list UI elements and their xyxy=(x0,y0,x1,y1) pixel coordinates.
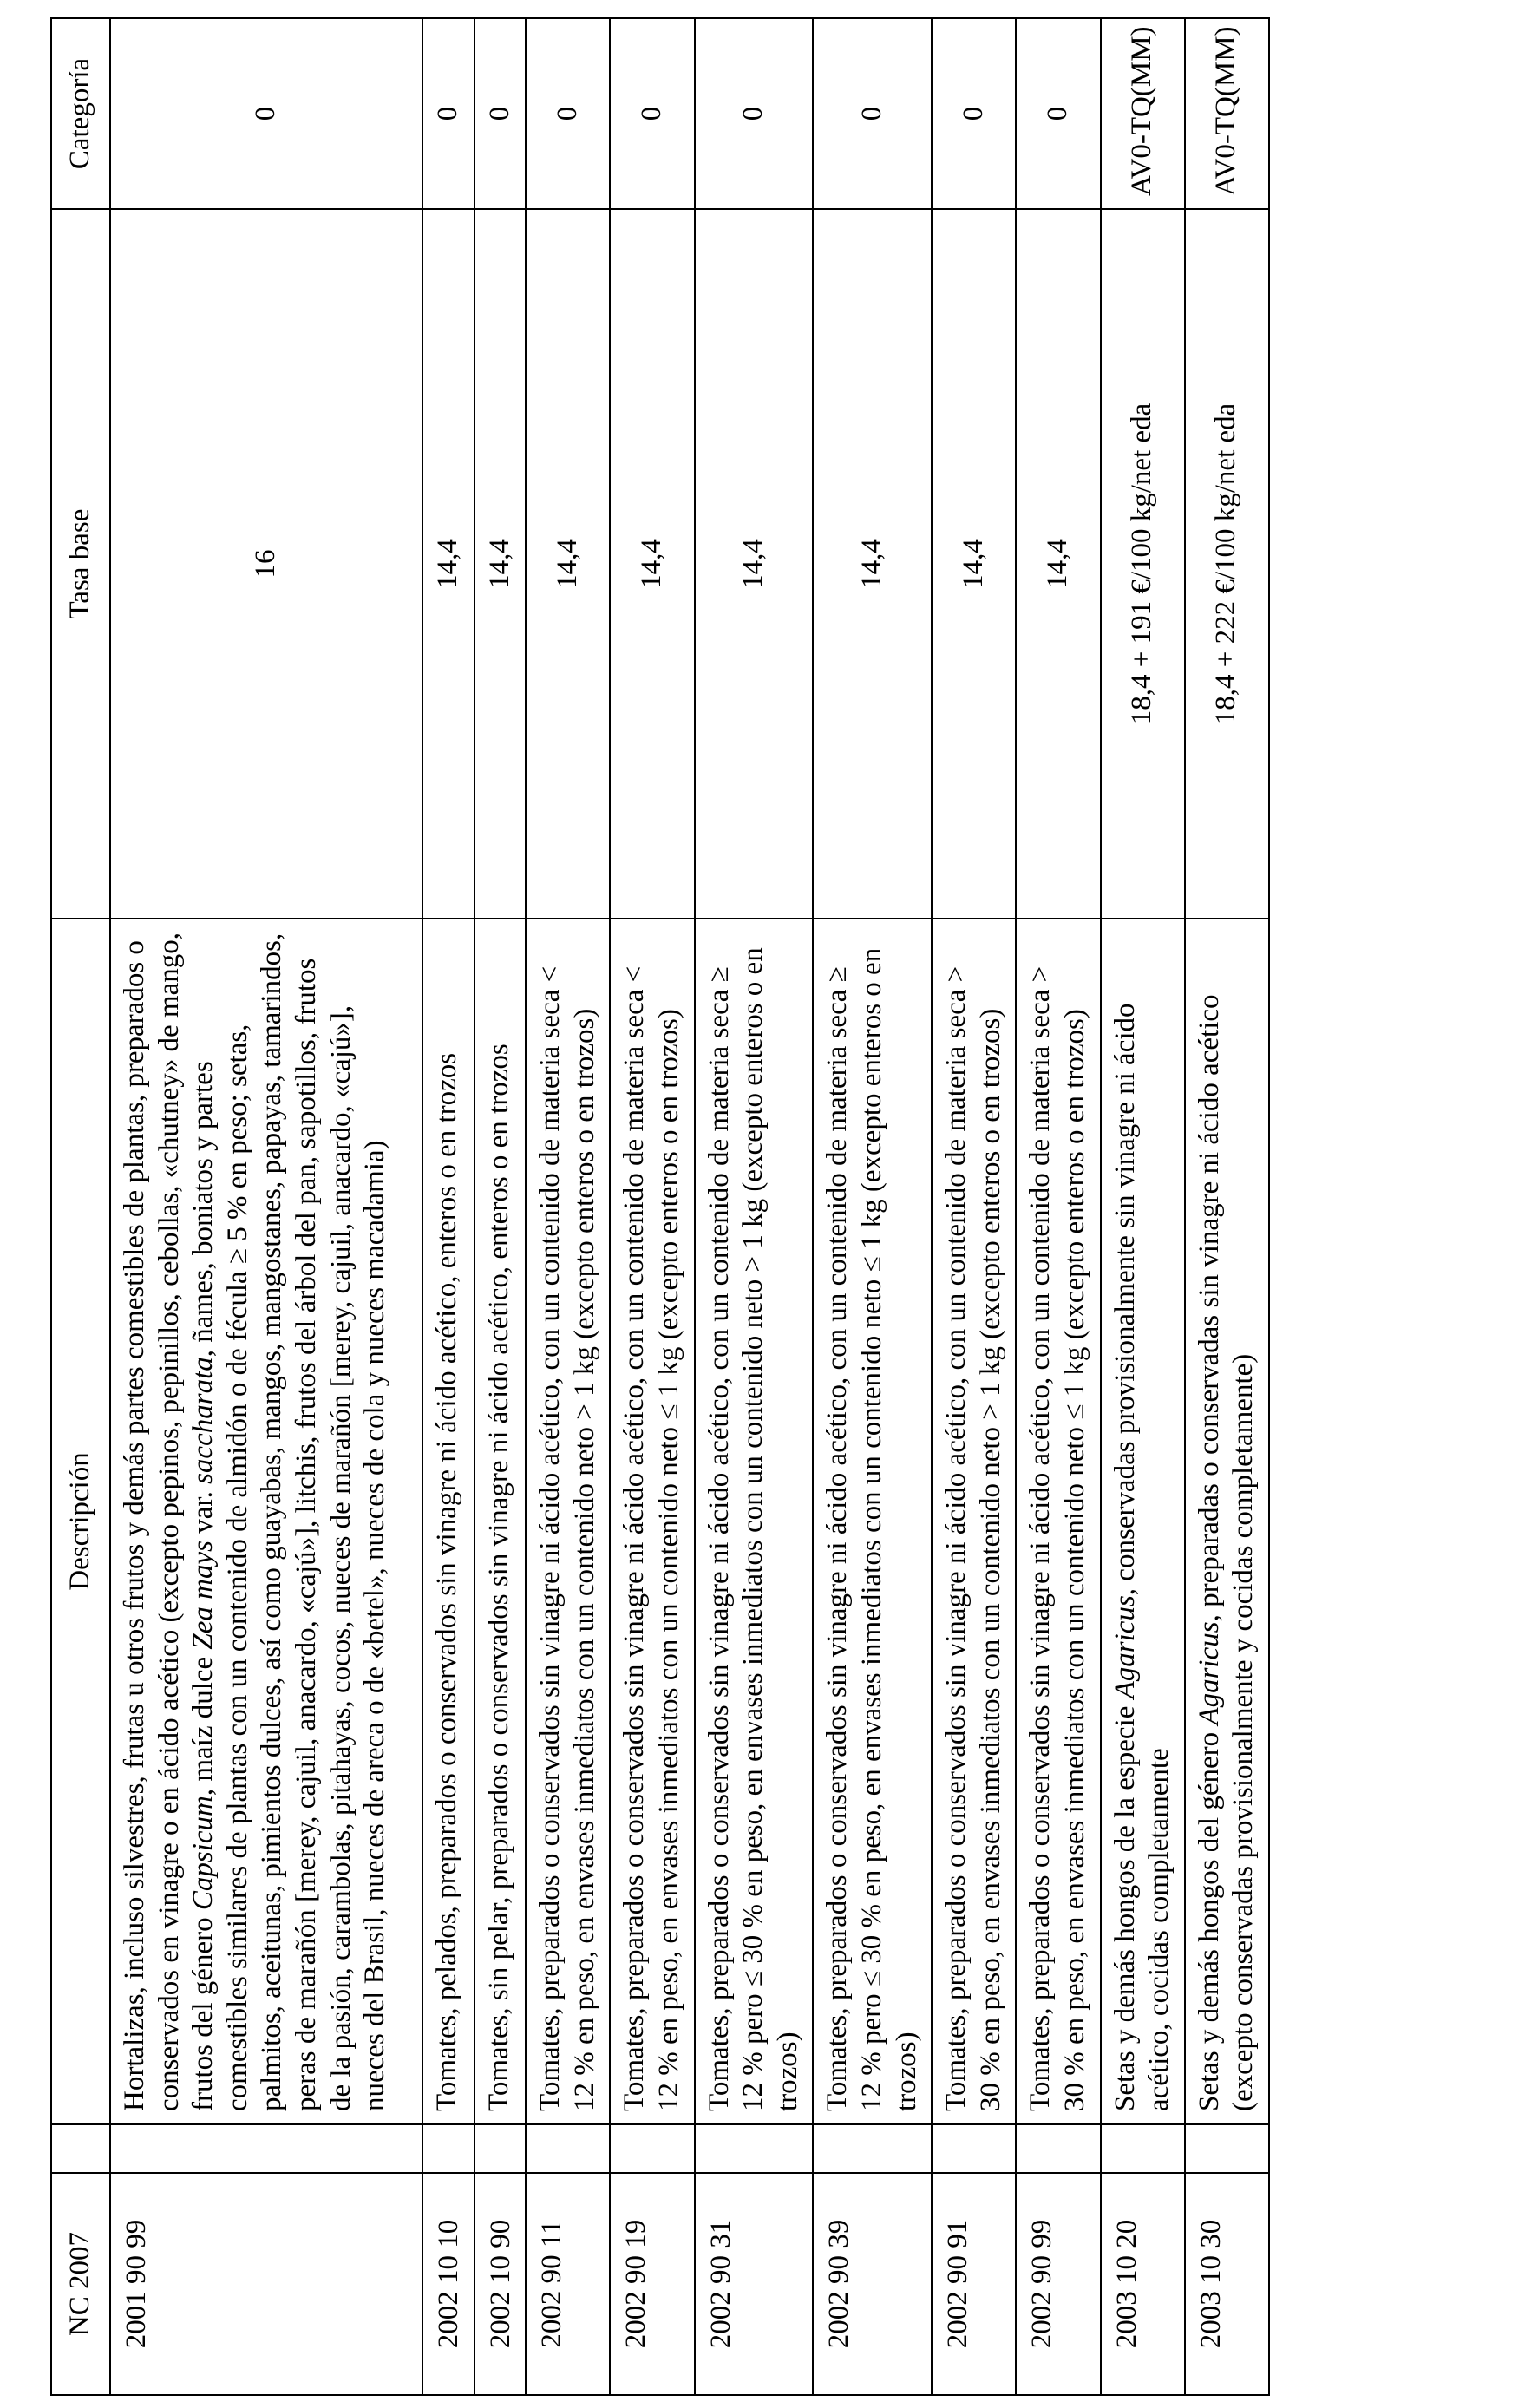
table-row xyxy=(932,18,1016,2395)
base-rate-cell: 18,4 + 191 €/100 kg/net eda xyxy=(1101,209,1185,919)
description-cell xyxy=(1101,919,1185,2124)
description-cell xyxy=(110,919,422,2124)
category-cell: 0 xyxy=(813,18,932,209)
empty-cell xyxy=(526,2124,610,2173)
description-italic-text: Agaricus xyxy=(1193,1621,1225,1725)
nc-code-cell: 2002 90 31 xyxy=(695,2173,814,2395)
description-text: Hortalizas, incluso silvestres, frutas u otros frutos y demás partes comestibles de plantas, preparados o conservados en vinagre o en ácido acético (excepto pepinos, pepinillos, cebollas, «chutney» de mango, frutos del género xyxy=(119,932,219,2111)
description-text: Tomates, preparados o conservados sin vinagre ni ácido acético, con un contenido de materia seca < 12 % en peso, en envases inmediatos con un contenido neto ≤ 1 kg (excepto enteros o en trozos) xyxy=(618,965,684,2111)
rotated-page xyxy=(50,19,1260,2396)
description-text: , ñames, boniatos y partes comestibles similares de plantas con un contenido de almidón o de fécula ≥ 5 % en peso; setas, palmitos, aceitunas, pimientos dulces, así como guayabas, mangos, mangostanes, papayas, tamarindos, peras de marañón [merey, cajuil, anacardo, «cajú»], litchis, frutos del árbol del pan, sapotillos, frutos de la pasión, carambolas, pitahayas, cocos, nueces de marañón [merey, cajuil, anacardo, «cajú»], nueces del Brasil, nueces de areca o de «betel», nueces de cola y nueces macadamia) xyxy=(187,932,391,2111)
base-rate-cell: 14,4 xyxy=(422,209,474,919)
description-text: Tomates, preparados o conservados sin vinagre ni ácido acético, con un contenido de materia seca ≥ 12 % pero ≤ 30 % en peso, en envases inmediatos con un contenido neto ≤ 1 kg (excepto enteros o en trozos) xyxy=(821,947,922,2111)
empty-cell xyxy=(1101,2124,1185,2173)
header-nc: NC 2007 xyxy=(51,2173,110,2395)
description-italic-text: Capsicum xyxy=(187,1796,219,1911)
base-rate-cell: 14,4 xyxy=(610,209,694,919)
description-cell xyxy=(610,919,694,2124)
description-text: Tomates, sin pelar, preparados o conservados sin vinagre ni ácido acético, enteros o en trozos xyxy=(482,1044,514,2111)
table-body xyxy=(110,18,1269,2395)
header-description: Descripción xyxy=(51,919,110,2124)
base-rate-cell: 14,4 xyxy=(695,209,814,919)
empty-cell xyxy=(610,2124,694,2173)
table-row xyxy=(610,18,694,2395)
category-cell: 0 xyxy=(932,18,1016,209)
category-cell: 0 xyxy=(526,18,610,209)
table-row xyxy=(1016,18,1100,2395)
table-row xyxy=(813,18,932,2395)
header-rate: Tasa base xyxy=(51,209,110,919)
category-cell: 0 xyxy=(610,18,694,209)
description-text: Tomates, preparados o conservados sin vinagre ni ácido acético, con un contenido de materia seca > 30 % en peso, en envases inmediatos con un contenido neto > 1 kg (excepto enteros o en trozos) xyxy=(940,965,1006,2111)
category-cell: 0 xyxy=(474,18,527,209)
tariff-table xyxy=(50,17,1270,2396)
category-cell: 0 xyxy=(695,18,814,209)
category-cell: AV0-TQ(MM) xyxy=(1101,18,1185,209)
table-row xyxy=(474,18,527,2395)
empty-cell xyxy=(1016,2124,1100,2173)
empty-cell xyxy=(422,2124,474,2173)
table-row xyxy=(695,18,814,2395)
description-text: , conservadas provisionalmente sin vinagre ni ácido acético, cocidas completamente xyxy=(1109,1003,1175,2111)
category-cell: 0 xyxy=(110,18,422,209)
header-row xyxy=(51,18,110,2395)
description-italic-text: Zea mays xyxy=(187,1540,219,1650)
table-row xyxy=(110,18,422,2395)
empty-cell xyxy=(110,2124,422,2173)
nc-code-cell: 2002 90 99 xyxy=(1016,2173,1100,2395)
table-row xyxy=(1101,18,1185,2395)
description-cell xyxy=(474,919,527,2124)
empty-cell xyxy=(695,2124,814,2173)
description-cell xyxy=(932,919,1016,2124)
description-text: , maíz dulce xyxy=(187,1649,219,1796)
empty-cell xyxy=(932,2124,1016,2173)
empty-cell xyxy=(1185,2124,1269,2173)
description-text: Tomates, preparados o conservados sin vinagre ni ácido acético, con un contenido de materia seca < 12 % en peso, en envases inmediatos con un contenido neto > 1 kg (excepto enteros o en trozos) xyxy=(534,965,600,2111)
description-italic-text: Agaricus xyxy=(1109,1595,1141,1699)
table-row xyxy=(1185,18,1269,2395)
base-rate-cell: 14,4 xyxy=(526,209,610,919)
nc-code-cell: 2003 10 20 xyxy=(1101,2173,1185,2395)
category-cell: 0 xyxy=(422,18,474,209)
nc-code-cell: 2002 10 90 xyxy=(474,2173,527,2395)
nc-code-cell: 2003 10 30 xyxy=(1185,2173,1269,2395)
base-rate-cell: 14,4 xyxy=(1016,209,1100,919)
header-category: Categoría xyxy=(51,18,110,209)
empty-cell xyxy=(813,2124,932,2173)
description-text: Setas y demás hongos de la especie xyxy=(1109,1698,1141,2111)
description-italic-text: saccharata xyxy=(187,1357,219,1484)
table-row xyxy=(422,18,474,2395)
nc-code-cell: 2002 90 19 xyxy=(610,2173,694,2395)
description-text: Tomates, preparados o conservados sin vinagre ni ácido acético, con un contenido de materia seca > 30 % en peso, en envases inmediatos con un contenido neto ≤ 1 kg (excepto enteros o en trozos) xyxy=(1024,965,1090,2111)
description-cell xyxy=(813,919,932,2124)
category-cell: AV0-TQ(MM) xyxy=(1185,18,1269,209)
nc-code-cell: 2001 90 99 xyxy=(110,2173,422,2395)
nc-code-cell: 2002 90 39 xyxy=(813,2173,932,2395)
base-rate-cell: 16 xyxy=(110,209,422,919)
base-rate-cell: 14,4 xyxy=(813,209,932,919)
table-row xyxy=(526,18,610,2395)
nc-code-cell: 2002 90 11 xyxy=(526,2173,610,2395)
nc-code-cell: 2002 10 10 xyxy=(422,2173,474,2395)
category-cell: 0 xyxy=(1016,18,1100,209)
description-text: var. xyxy=(187,1483,219,1541)
description-text: Setas y demás hongos del género xyxy=(1193,1724,1225,2111)
description-cell xyxy=(526,919,610,2124)
header-gap xyxy=(51,2124,110,2173)
description-text: Tomates, pelados, preparados o conservados sin vinagre ni ácido acético, enteros o en trozos xyxy=(431,1052,462,2111)
description-cell xyxy=(422,919,474,2124)
description-cell xyxy=(1016,919,1100,2124)
nc-code-cell: 2002 90 91 xyxy=(932,2173,1016,2395)
description-cell xyxy=(695,919,814,2124)
empty-cell xyxy=(474,2124,527,2173)
description-text: Tomates, preparados o conservados sin vinagre ni ácido acético, con un contenido de materia seca ≥ 12 % pero ≤ 30 % en peso, en envases inmediatos con un contenido neto > 1 kg (excepto enteros o en trozos) xyxy=(703,947,803,2111)
description-text: , preparadas o conservadas sin vinagre ni ácido acético (excepto conservadas provisionalmente y cocidas completamente) xyxy=(1193,994,1260,2111)
base-rate-cell: 14,4 xyxy=(932,209,1016,919)
description-cell xyxy=(1185,919,1269,2124)
base-rate-cell: 18,4 + 222 €/100 kg/net eda xyxy=(1185,209,1269,919)
base-rate-cell: 14,4 xyxy=(474,209,527,919)
